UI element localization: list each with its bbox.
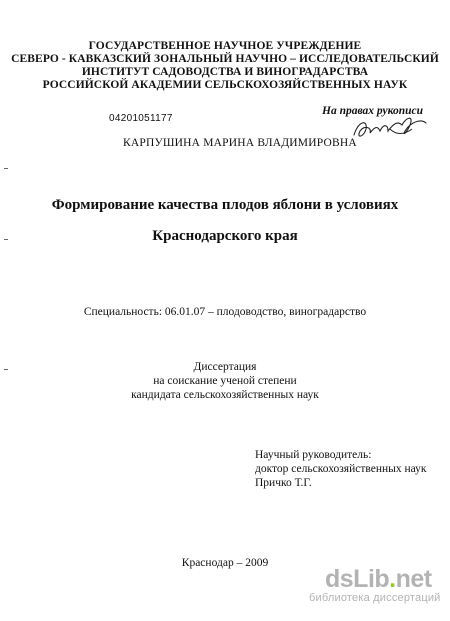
registration-code: 04201051177 [109, 113, 173, 124]
degree-name: кандидата сельскохозяйственных наук [131, 389, 319, 401]
institution-header-line-1: ГОСУДАРСТВЕННОЕ НАУЧНОЕ УЧРЕЖДЕНИЕ [88, 40, 362, 52]
specialty-line: Специальность: 06.01.07 – плодоводство, виноградарство [83, 306, 367, 318]
watermark-logo-dot: . [389, 565, 396, 593]
institution-header-line-4: РОССИЙСКОЙ АКАДЕМИИ СЕЛЬСКОХОЗЯЙСТВЕННЫХ НАУК [42, 79, 408, 91]
dissertation-title-line-1: Формирование качества плодов яблони в условиях [51, 197, 399, 213]
handwritten-signature [350, 113, 430, 145]
institution-header-line-2: СЕВЕРО - КАВКАЗСКИЙ ЗОНАЛЬНЫЙ НАУЧНО – ИССЛЕДОВАТЕЛЬСКИЙ [11, 53, 439, 65]
margin-tick-mark [4, 239, 8, 240]
author-name: КАРПУШИНА МАРИНА ВЛАДИМИРОВНА [123, 137, 357, 149]
supervisor-label: Научный руководитель: [255, 449, 372, 461]
manuscript-rights-note: На правах рукописи [322, 105, 424, 117]
watermark-logo-main: dsLib [325, 565, 390, 593]
institution-header-line-3: ИНСТИТУТ САДОВОДСТВА И ВИНОГРАДАРСТВА [81, 66, 369, 78]
supervisor-name: Причко Т.Г. [255, 477, 312, 489]
degree-purpose: на соискание ученой степени [153, 375, 297, 387]
supervisor-degree: доктор сельскохозяйственных наук [255, 463, 427, 475]
dissertation-label: Диссертация [193, 361, 257, 373]
watermark-logo [325, 566, 447, 592]
dissertation-title-line-2: Краснодарского края [152, 228, 298, 244]
place-and-year: Краснодар – 2009 [181, 557, 269, 569]
watermark-tagline: библиотека диссертаций [309, 592, 441, 604]
dslib-watermark [309, 565, 447, 605]
margin-tick-mark [4, 168, 8, 169]
watermark-logo-tld: net [395, 565, 432, 593]
